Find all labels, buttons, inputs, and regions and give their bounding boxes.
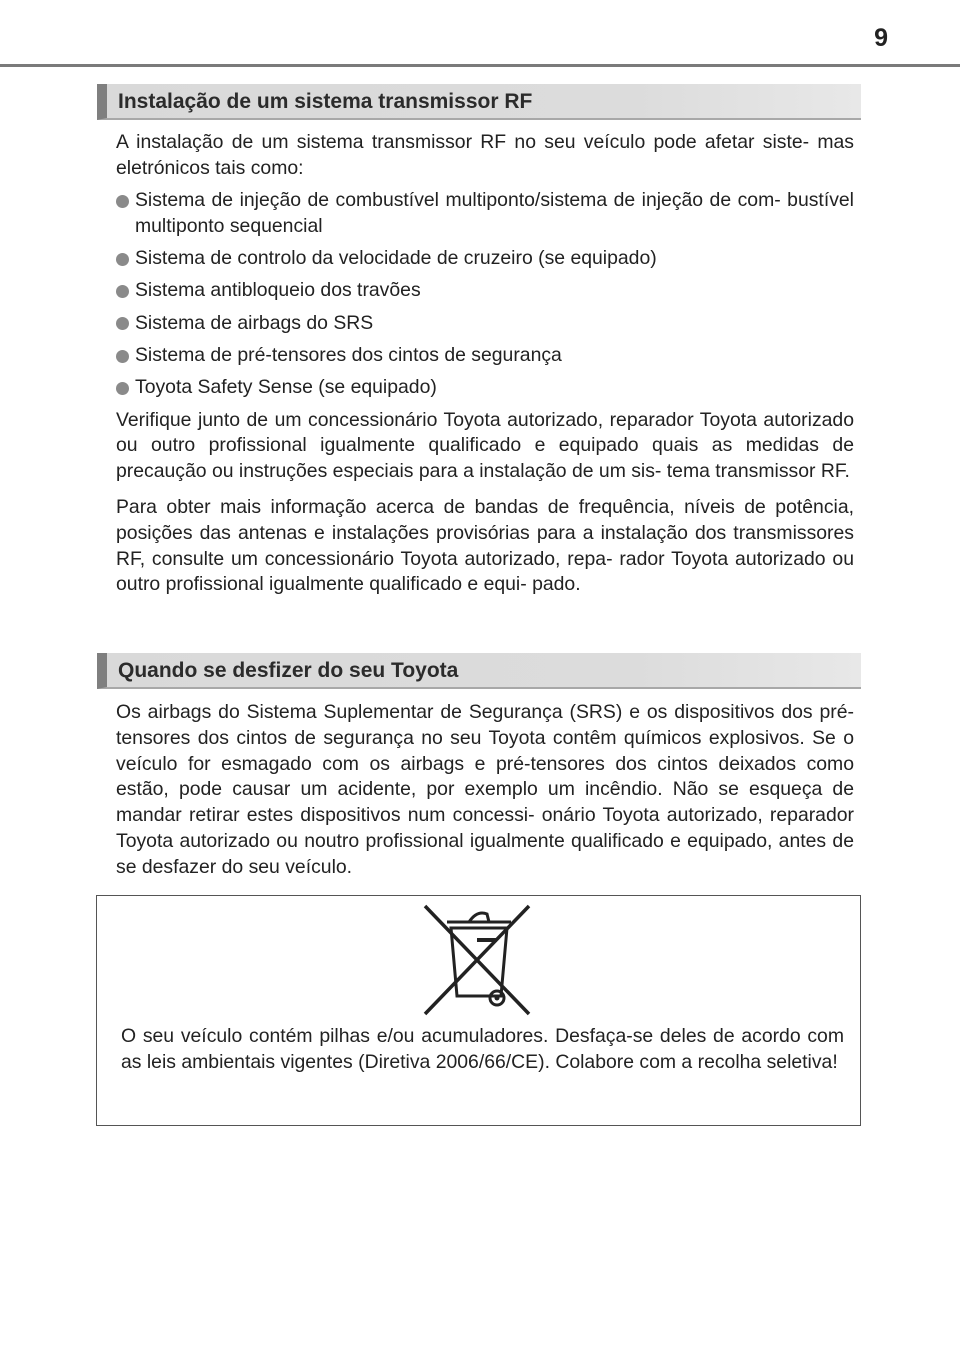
rf-paragraph-info: Para obter mais informação acerca de bandas de frequência, níveis de potência, posições das antenas e instalações provisórias para a instalação dos transmissores RF, consulte um concessionário Toyota autorizado, repa- rador Toyota autorizado ou outro profissional igualmente qualificado e equi- pado. <box>116 496 854 596</box>
section-heading-rf <box>97 84 861 120</box>
list-item: Sistema antibloqueio dos travões <box>116 278 854 304</box>
section-disposal-body <box>116 700 854 881</box>
header-rule <box>0 64 960 67</box>
list-item: Sistema de pré-tensores dos cintos de segurança <box>116 343 854 369</box>
rf-paragraph-verify: Verifique junto de um concessionário Toyota autorizado, reparador Toyota autorizado ou outro profissional igualmente qualificado e equipado quais as medidas de precaução ou instruções especiais para a instalação de um sis- tema transmissor RF. <box>116 408 854 483</box>
section-heading-disposal-title: Quando se desfizer do seu Toyota <box>118 659 459 682</box>
section-heading-rf-title: Instalação de um sistema transmissor RF <box>118 90 533 113</box>
section-rf-body <box>116 130 854 598</box>
list-item: Sistema de injeção de combustível multiponto/sistema de injeção de com- bustível multiponto sequencial <box>116 188 854 240</box>
list-item: Toyota Safety Sense (se equipado) <box>116 375 854 401</box>
list-item: Sistema de controlo da velocidade de cruzeiro (se equipado) <box>116 246 854 272</box>
rf-affected-systems-list <box>116 188 854 401</box>
recycling-notice-box <box>96 895 861 1126</box>
recycling-notice-text: O seu veículo contém pilhas e/ou acumuladores. Desfaça-se deles de acordo com as leis ambientais vigentes (Diretiva 2006/66/CE). Colabore com a recolha seletiva! <box>121 1025 844 1073</box>
disposal-paragraph: Os airbags do Sistema Suplementar de Segurança (SRS) e os dispositivos dos pré-tensores dos cintos de segurança no seu Toyota contêm químicos explosivos. Se o veículo for esmagado com os airbags e pré-tensores dos cintos deixados como estão, pode causar um acidente, por exemplo um incêndio. Não se esqueça de mandar retirar estes dispositivos num concessi- onário Toyota autorizado, reparador Toyota autorizado ou noutro profissional igualmente qualificado e equipado, antes de se desfazer do seu veículo. <box>116 701 854 878</box>
page-number: 9 <box>874 24 888 52</box>
rf-intro: A instalação de um sistema transmissor RF no seu veículo pode afetar siste- mas eletrónicos tais como: <box>116 131 854 179</box>
crossed-out-wheelie-bin-icon <box>417 900 537 1016</box>
section-heading-disposal <box>97 653 861 689</box>
list-item: Sistema de airbags do SRS <box>116 311 854 337</box>
